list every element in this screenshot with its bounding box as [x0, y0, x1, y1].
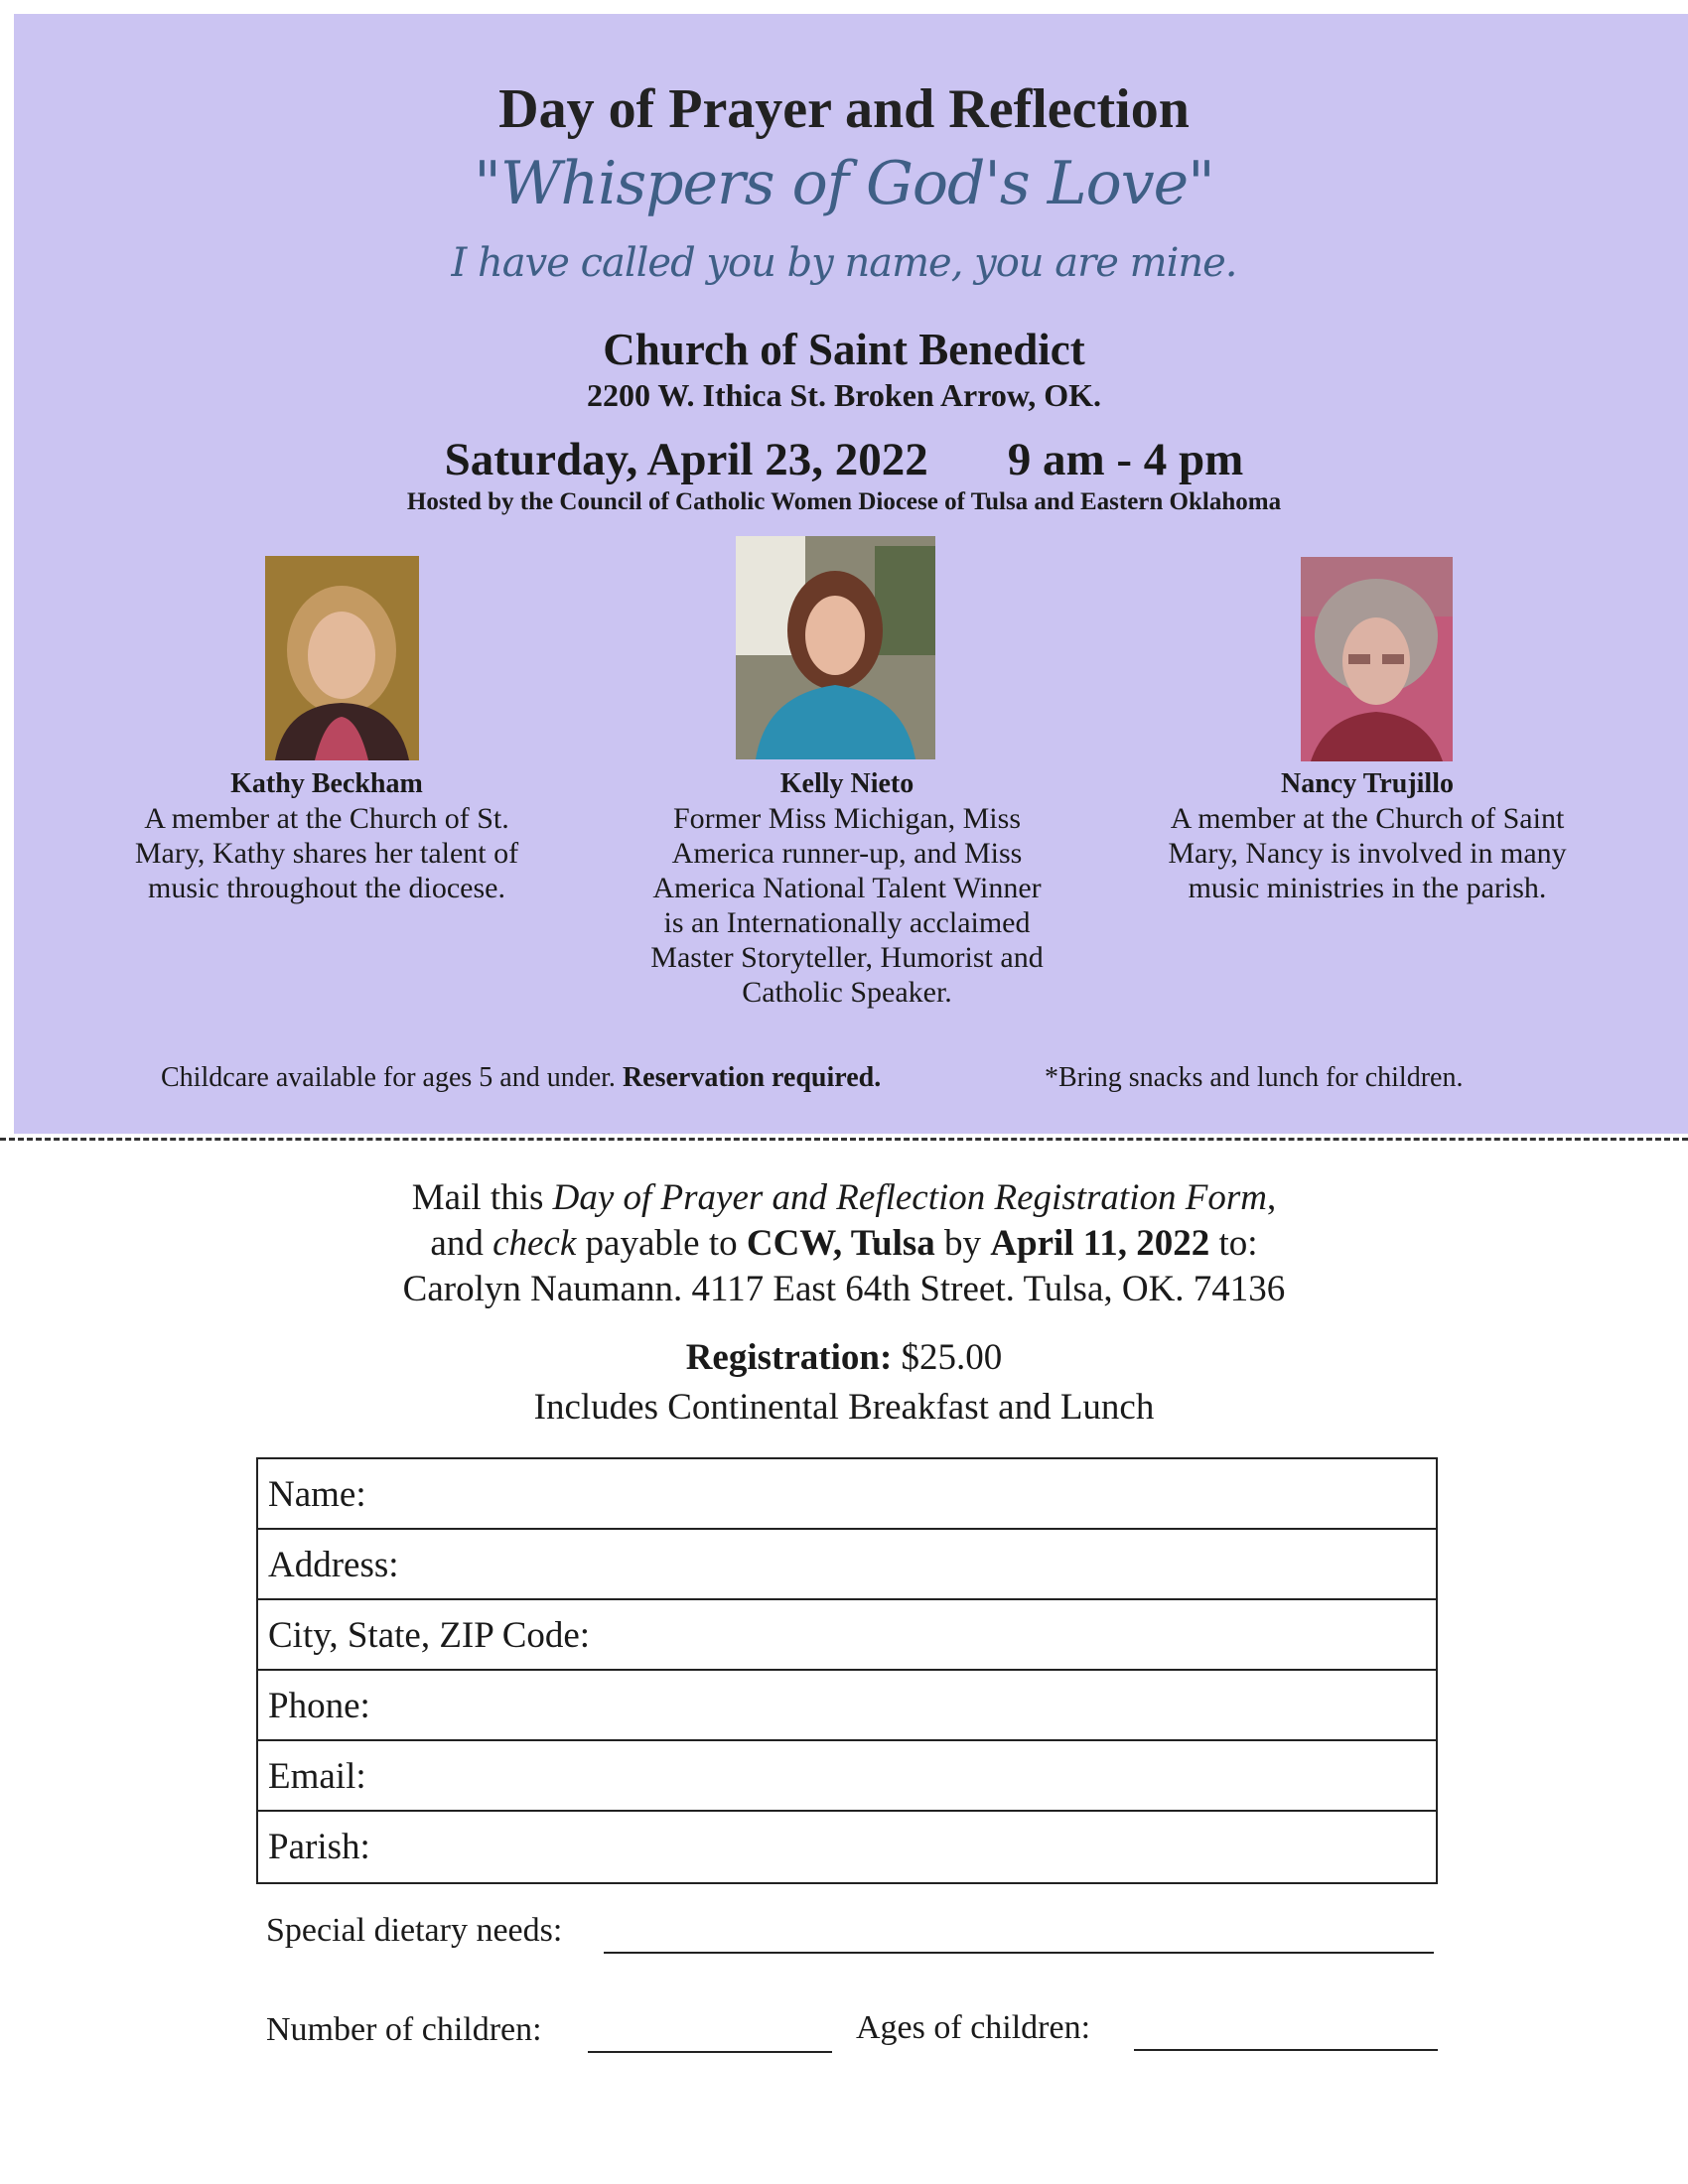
dietary-label: Special dietary needs:	[266, 1912, 563, 1949]
speaker-name: Nancy Trujillo	[1281, 768, 1454, 799]
mail-line-1: Mail this Day of Prayer and Reflection Registration Form,	[411, 1177, 1277, 1218]
event-title: Day of Prayer and Reflection	[498, 78, 1190, 140]
registration-form	[256, 1457, 1438, 1884]
event-date-time	[0, 433, 1688, 486]
registration-includes: Includes Continental Breakfast and Lunch	[533, 1387, 1155, 1428]
speaker-bio: A member at the Church of St. Mary, Kathy shares her talent of music throughout the diocese.	[134, 802, 519, 904]
snacks-note: *Bring snacks and lunch for children.	[1045, 1062, 1464, 1093]
speaker-photo-1	[265, 556, 419, 760]
event-date: Saturday, April 23, 2022	[444, 434, 928, 485]
city-state-zip-field[interactable]: City, State, ZIP Code:	[258, 1600, 1436, 1671]
childcare-info: Childcare available for ages 5 and under. Reservation required.	[161, 1062, 882, 1093]
mail-line-2: and check payable to CCW, Tulsa by April 11, 2022 to:	[430, 1223, 1258, 1264]
speaker-bio: Former Miss Michigan, Miss America runner-up, and Miss America National Talent Winner is an Internationally acclaimed Master Storyteller, Humorist and Catholic Speaker.	[650, 802, 1044, 1009]
reservation-required: Reservation required.	[622, 1062, 882, 1093]
speaker-photo-2	[736, 536, 935, 759]
mail-instructions	[0, 1175, 1688, 1312]
ages-children-input-line[interactable]	[1134, 2049, 1438, 2051]
event-verse: I have called you by name, you are mine.	[451, 240, 1237, 286]
speaker-3	[1154, 766, 1581, 905]
mail-address: Carolyn Naumann. 4117 East 64th Street. Tulsa, OK. 74136	[402, 1269, 1286, 1309]
event-theme: "Whispers of God's Love"	[474, 149, 1214, 218]
church-name: Church of Saint Benedict	[603, 325, 1085, 374]
num-children-input-line[interactable]	[588, 2051, 832, 2053]
hosted-by: Hosted by the Council of Catholic Women Diocese of Tulsa and Eastern Oklahoma	[406, 488, 1282, 515]
dietary-input-line[interactable]	[604, 1952, 1434, 1954]
speaker-bio: A member at the Church of Saint Mary, Nancy is involved in many music ministries in the parish.	[1168, 802, 1567, 904]
ages-children-label: Ages of children:	[856, 2009, 1091, 2046]
name-field[interactable]: Name:	[258, 1459, 1436, 1530]
speaker-2	[645, 766, 1049, 1010]
church-address: 2200 W. Ithica St. Broken Arrow, OK.	[587, 377, 1101, 413]
registration-fee: Registration: $25.00	[685, 1337, 1003, 1378]
email-field[interactable]: Email:	[258, 1741, 1436, 1812]
speaker-name: Kelly Nieto	[779, 768, 914, 799]
speaker-name: Kathy Beckham	[230, 768, 423, 799]
event-time: 9 am - 4 pm	[1007, 434, 1244, 485]
cut-line	[0, 1138, 1688, 1141]
address-field[interactable]: Address:	[258, 1530, 1436, 1600]
phone-field[interactable]: Phone:	[258, 1671, 1436, 1741]
speaker-photo-3	[1301, 557, 1453, 761]
num-children-label: Number of children:	[266, 2011, 542, 2048]
parish-field[interactable]: Parish:	[268, 1827, 370, 1867]
speaker-1	[117, 766, 536, 905]
